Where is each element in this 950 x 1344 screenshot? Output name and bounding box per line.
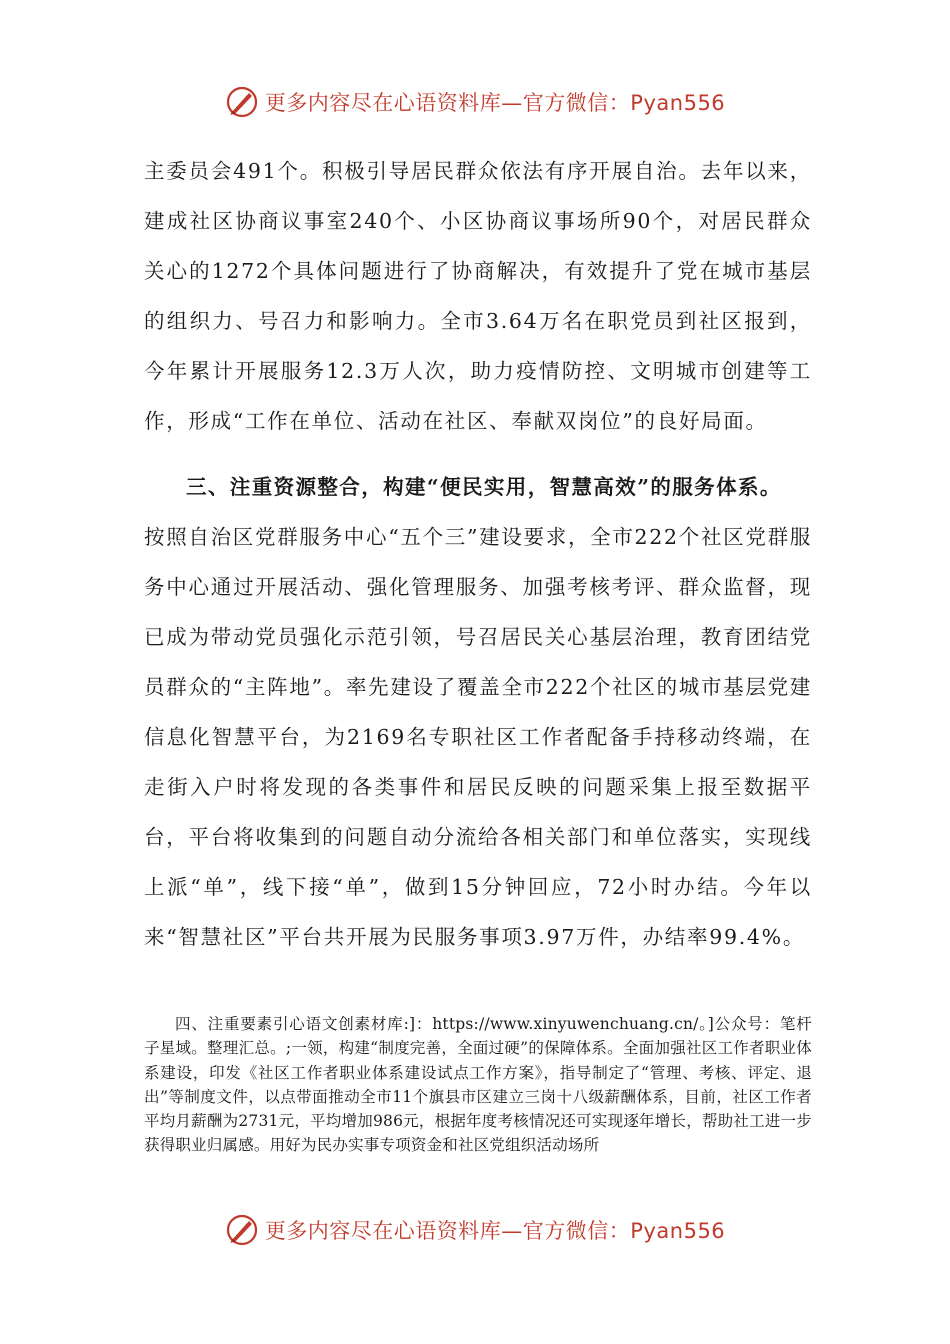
section-heading-3: 三、注重资源整合，构建“便民实用，智慧高效”的服务体系。 [186, 475, 782, 499]
header-banner-text: 更多内容尽在心语资料库—官方微信：Pyan556 [264, 91, 726, 115]
footer-banner [0, 1210, 950, 1250]
pen-logo-icon [225, 1213, 259, 1247]
paragraph-1: 主委员会491个。积极引导居民群众依法有序开展自治。去年以来，建成社区协商议事室240个、小区协商议事场所90个，对居民群众关心的1272个具体问题进行了协商解决，有效提升了党在城市基层的组织力、号召力和影响力。全市3.64万名在职党员到社区报到，今年累计开展服务12.3万人次，助力疫情防控、文明城市创建等工作，形成“工作在单位、活动在社区、奉献双岗位”的良好局面。 [144, 159, 812, 433]
header-banner [0, 82, 950, 122]
paragraph-3: 四、注重要素引心语文创素材库:]：https://www.xinyuwenchuang.cn/。]公众号：笔杆子星域。整理汇总。;一领，构建“制度完善，全面过硬”的保障体系。全面加强社区工作者职业体系建设，印发《社区工作者职业体系建设试点工作方案》，指导制定了“管理、考核、评定、退出”等制度文件，以点带面推动全市11个旗县市区建立三岗十八级薪酬体系，目前，社区工作者平均月薪酬为2731元，平均增加986元，根据年度考核情况还可实现逐年增长，帮助社工进一步获得职业归属感。用好为民办实事专项资金和社区党组织活动场所 [144, 1015, 812, 1155]
pen-logo-icon [225, 85, 259, 119]
footer-banner-text: 更多内容尽在心语资料库—官方微信：Pyan556 [264, 1219, 726, 1243]
document-body [144, 146, 812, 962]
paragraph-2: 按照自治区党群服务中心“五个三”建设要求，全市222个社区党群服务中心通过开展活动、强化管理服务、加强考核考评、群众监督，现已成为带动党员强化示范引领，号召居民关心基层治理，教育团结党员群众的“主阵地”。率先建设了覆盖全市222个社区的城市基层党建信息化智慧平台，为2169名专职社区工作者配备手持移动终端，在走街入户时将发现的各类事件和居民反映的问题采集上报至数据平台，平台将收集到的问题自动分流给各相关部门和单位落实，实现线上派“单”，线下接“单”，做到15分钟回应，72小时办结。今年以来“智慧社区”平台共开展为民服务事项3.97万件，办结率99.4%。 [144, 525, 812, 949]
